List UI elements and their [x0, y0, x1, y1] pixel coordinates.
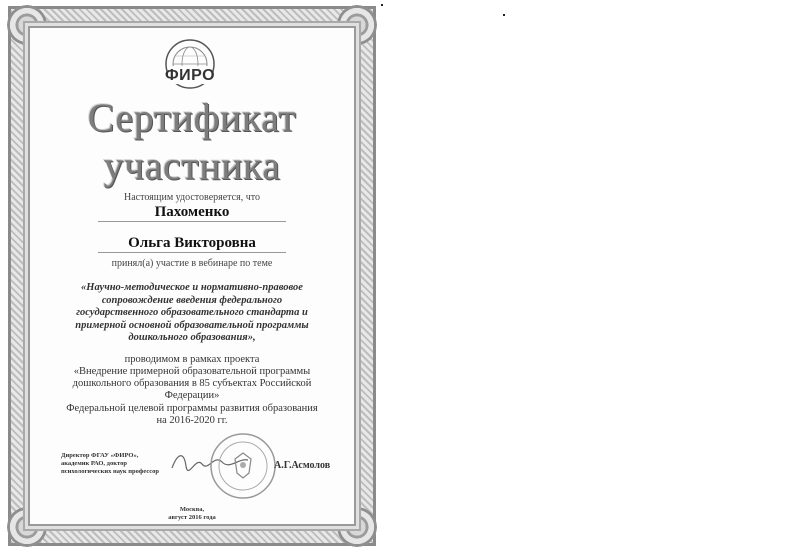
signer-title: Директор ФГАУ «ФИРО», академик РАО, доктор психологических наук профессор — [61, 452, 160, 475]
certificate-title: Сертификат — [87, 95, 297, 140]
issue-city: Москва, — [179, 506, 205, 513]
certificate-subtitle: участника — [103, 143, 281, 188]
firo-logo — [154, 36, 226, 92]
project-name: «Внедрение примерной образовательной программы дошкольного образования в 85 субъектах Российской Федерации» — [72, 366, 312, 401]
participant-given-names: Ольга Викторовна — [98, 235, 286, 253]
issue-place-date — [148, 506, 236, 522]
certify-text: Настоящим удостоверяется, что — [124, 192, 260, 203]
scan-speck — [381, 4, 383, 6]
webinar-topic: «Научно-методическое и нормативно-правовое сопровождение введения федерального государственного образовательного стандарта и примерной основной образовательной программы дошкольного образования», — [75, 282, 309, 343]
scan-speck — [503, 14, 505, 16]
program-name: Федеральной целевой программы развития образования на 2016-2020 гг. — [66, 403, 318, 426]
participation-text: принял(а) участие в вебинаре по теме — [111, 258, 273, 269]
issue-date: август 2016 года — [168, 514, 216, 521]
official-seal-icon — [208, 431, 278, 501]
certificate — [8, 6, 376, 546]
participant-surname: Пахоменко — [98, 204, 286, 222]
logo-text: ФИРО — [164, 67, 216, 84]
project-intro: проводимом в рамках проекта — [124, 354, 260, 365]
signer-name: А.Г.Асмолов — [274, 460, 331, 471]
